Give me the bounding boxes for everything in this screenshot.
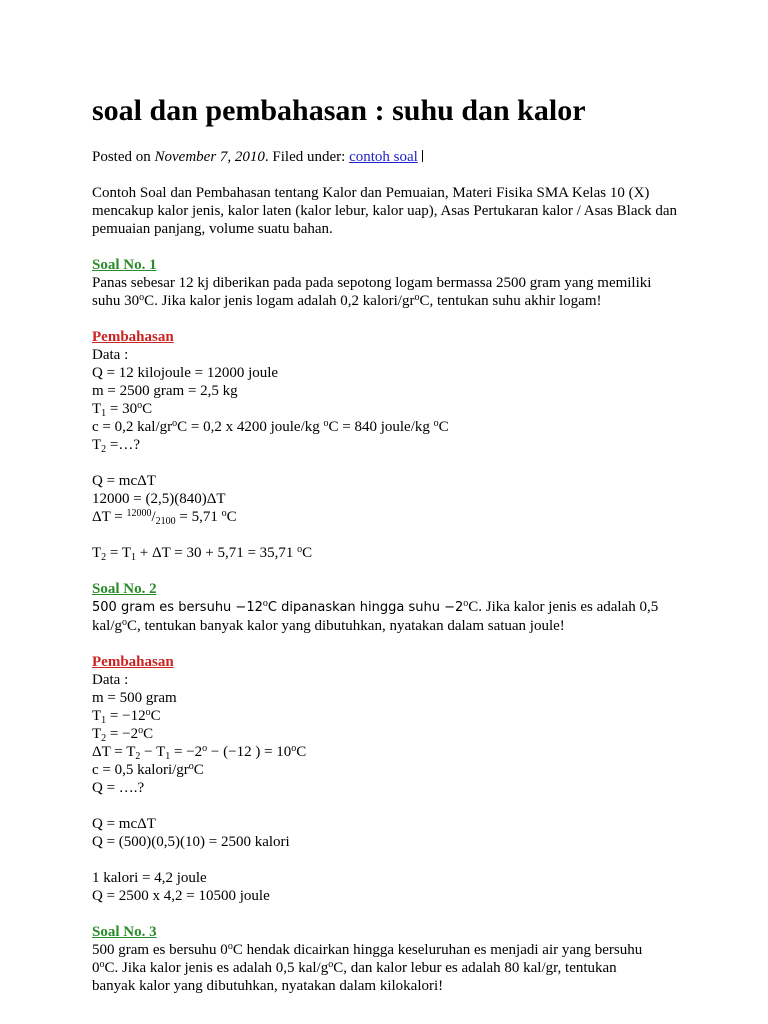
meta-prefix: Posted on (92, 149, 155, 165)
formula-4: $T_2 = T_1 + \Delta T = 30 + 5,71 = 35,71$ $^o$C (92, 544, 313, 563)
text-cursor (422, 150, 423, 162)
soal-2-line-2: kal/$g^oC$, tentukan banyak kalor yang dibutuhkan, nyatakan dalam satuan joule! (92, 617, 565, 634)
page-title: soal dan pembahasan : suhu dan kalor (92, 94, 586, 127)
data-label: Data : (92, 347, 129, 363)
formula-1: Q = mcΔT (92, 816, 156, 832)
conversion-1: 1 kalori = 4,2 joule (92, 870, 207, 886)
soal-1-line-2: suhu 30$^o$C. Jika kalor jenis logam adalah 0,2 kalori/$gr^oC$, tentukan suhu akhir logam! (92, 292, 602, 309)
conversion-2: Q = 2500 x 4,2 = 10500 joule (92, 888, 270, 904)
meta-filed: . Filed under: (264, 149, 350, 165)
soal-3 (92, 923, 708, 995)
given-m: m = 500 gram (92, 690, 177, 706)
given-c: c = 0,5 kalori/$gr^oC$ (92, 761, 204, 778)
soal-2-line-1: 500 gram es bersuhu $-12^oC$ dipanaskan hingga suhu $-2^oC$. Jika kalor jenis es adalah 0,5 (92, 598, 659, 615)
soal-1-heading: Soal No. 1 (92, 257, 157, 273)
formula-2: Q = (500)(0,5)(10) = 2500 kalori (92, 834, 290, 850)
intro-paragraph: Contoh Soal dan Pembahasan tentang Kalor dan Pemuaian, Materi Fisika SMA Kelas 10 (X) mencakup kalor jenis, kalor laten (kalor lebur, kalor uap), Asas Pertukaran kalor / Asas Black dan pemuaian panjang, volume suatu bahan. (92, 185, 678, 237)
formula-3: $\Delta T = ^{12000}/_{2100} = 5,71$ $^o$C (92, 508, 237, 527)
given-c: c = 0,2 kal/$gr^oC = 0,2$ x 4200 joule/kg $^o$C = 840 joule/kg $^o$C (92, 418, 449, 435)
given-q: Q = ….? (92, 780, 145, 796)
soal-3-line-3: banyak kalor yang dibutuhkan, nyatakan dalam kilokalori! (92, 978, 444, 994)
delta-t: $\Delta T = T_2 - T_1 = -2^o - (-12$ ) = $10^oC$ (92, 743, 307, 762)
pembahasan-1-heading: Pembahasan (92, 329, 174, 345)
given-t1: $T_1 = 30^oC$ (92, 400, 153, 419)
given-t1: $T_1 = -12^oC$ (92, 707, 161, 726)
given-m: m = 2500 gram = 2,5 kg (92, 383, 238, 399)
pembahasan-1 (92, 328, 708, 562)
soal-2-heading: Soal No. 2 (92, 581, 157, 597)
data-label: Data : (92, 672, 129, 688)
formula-2: 12000 = (2,5)(840)ΔT (92, 491, 226, 507)
given-t2: $T_2 = -2^oC$ (92, 725, 154, 744)
category-link[interactable]: contoh soal (349, 149, 418, 165)
given-t2: $T_2$ =…? (92, 437, 141, 455)
soal-1 (92, 256, 708, 310)
post-meta (92, 148, 708, 166)
soal-1-line-1: Panas sebesar 12 kj diberikan pada pada sepotong logam bermassa 2500 gram yang memiliki (92, 275, 652, 291)
soal-3-line-1: 500 gram es bersuhu 0$^o$C hendak dicairkan hingga keseluruhan es menjadi air yang bersuhu (92, 941, 643, 958)
pembahasan-2 (92, 653, 708, 905)
soal-2 (92, 580, 708, 635)
soal-3-line-2: 0$^o$C. Jika kalor jenis es adalah 0,5 kal/$g^oC$, dan kalor lebur es adalah 80 kal/gr, tentukan (92, 959, 617, 976)
post-date: November 7, 2010 (154, 149, 265, 165)
formula-1: Q = mcΔT (92, 473, 156, 489)
pembahasan-2-heading: Pembahasan (92, 654, 174, 670)
soal-3-heading: Soal No. 3 (92, 924, 157, 940)
given-q: Q = 12 kilojoule = 12000 joule (92, 365, 279, 381)
